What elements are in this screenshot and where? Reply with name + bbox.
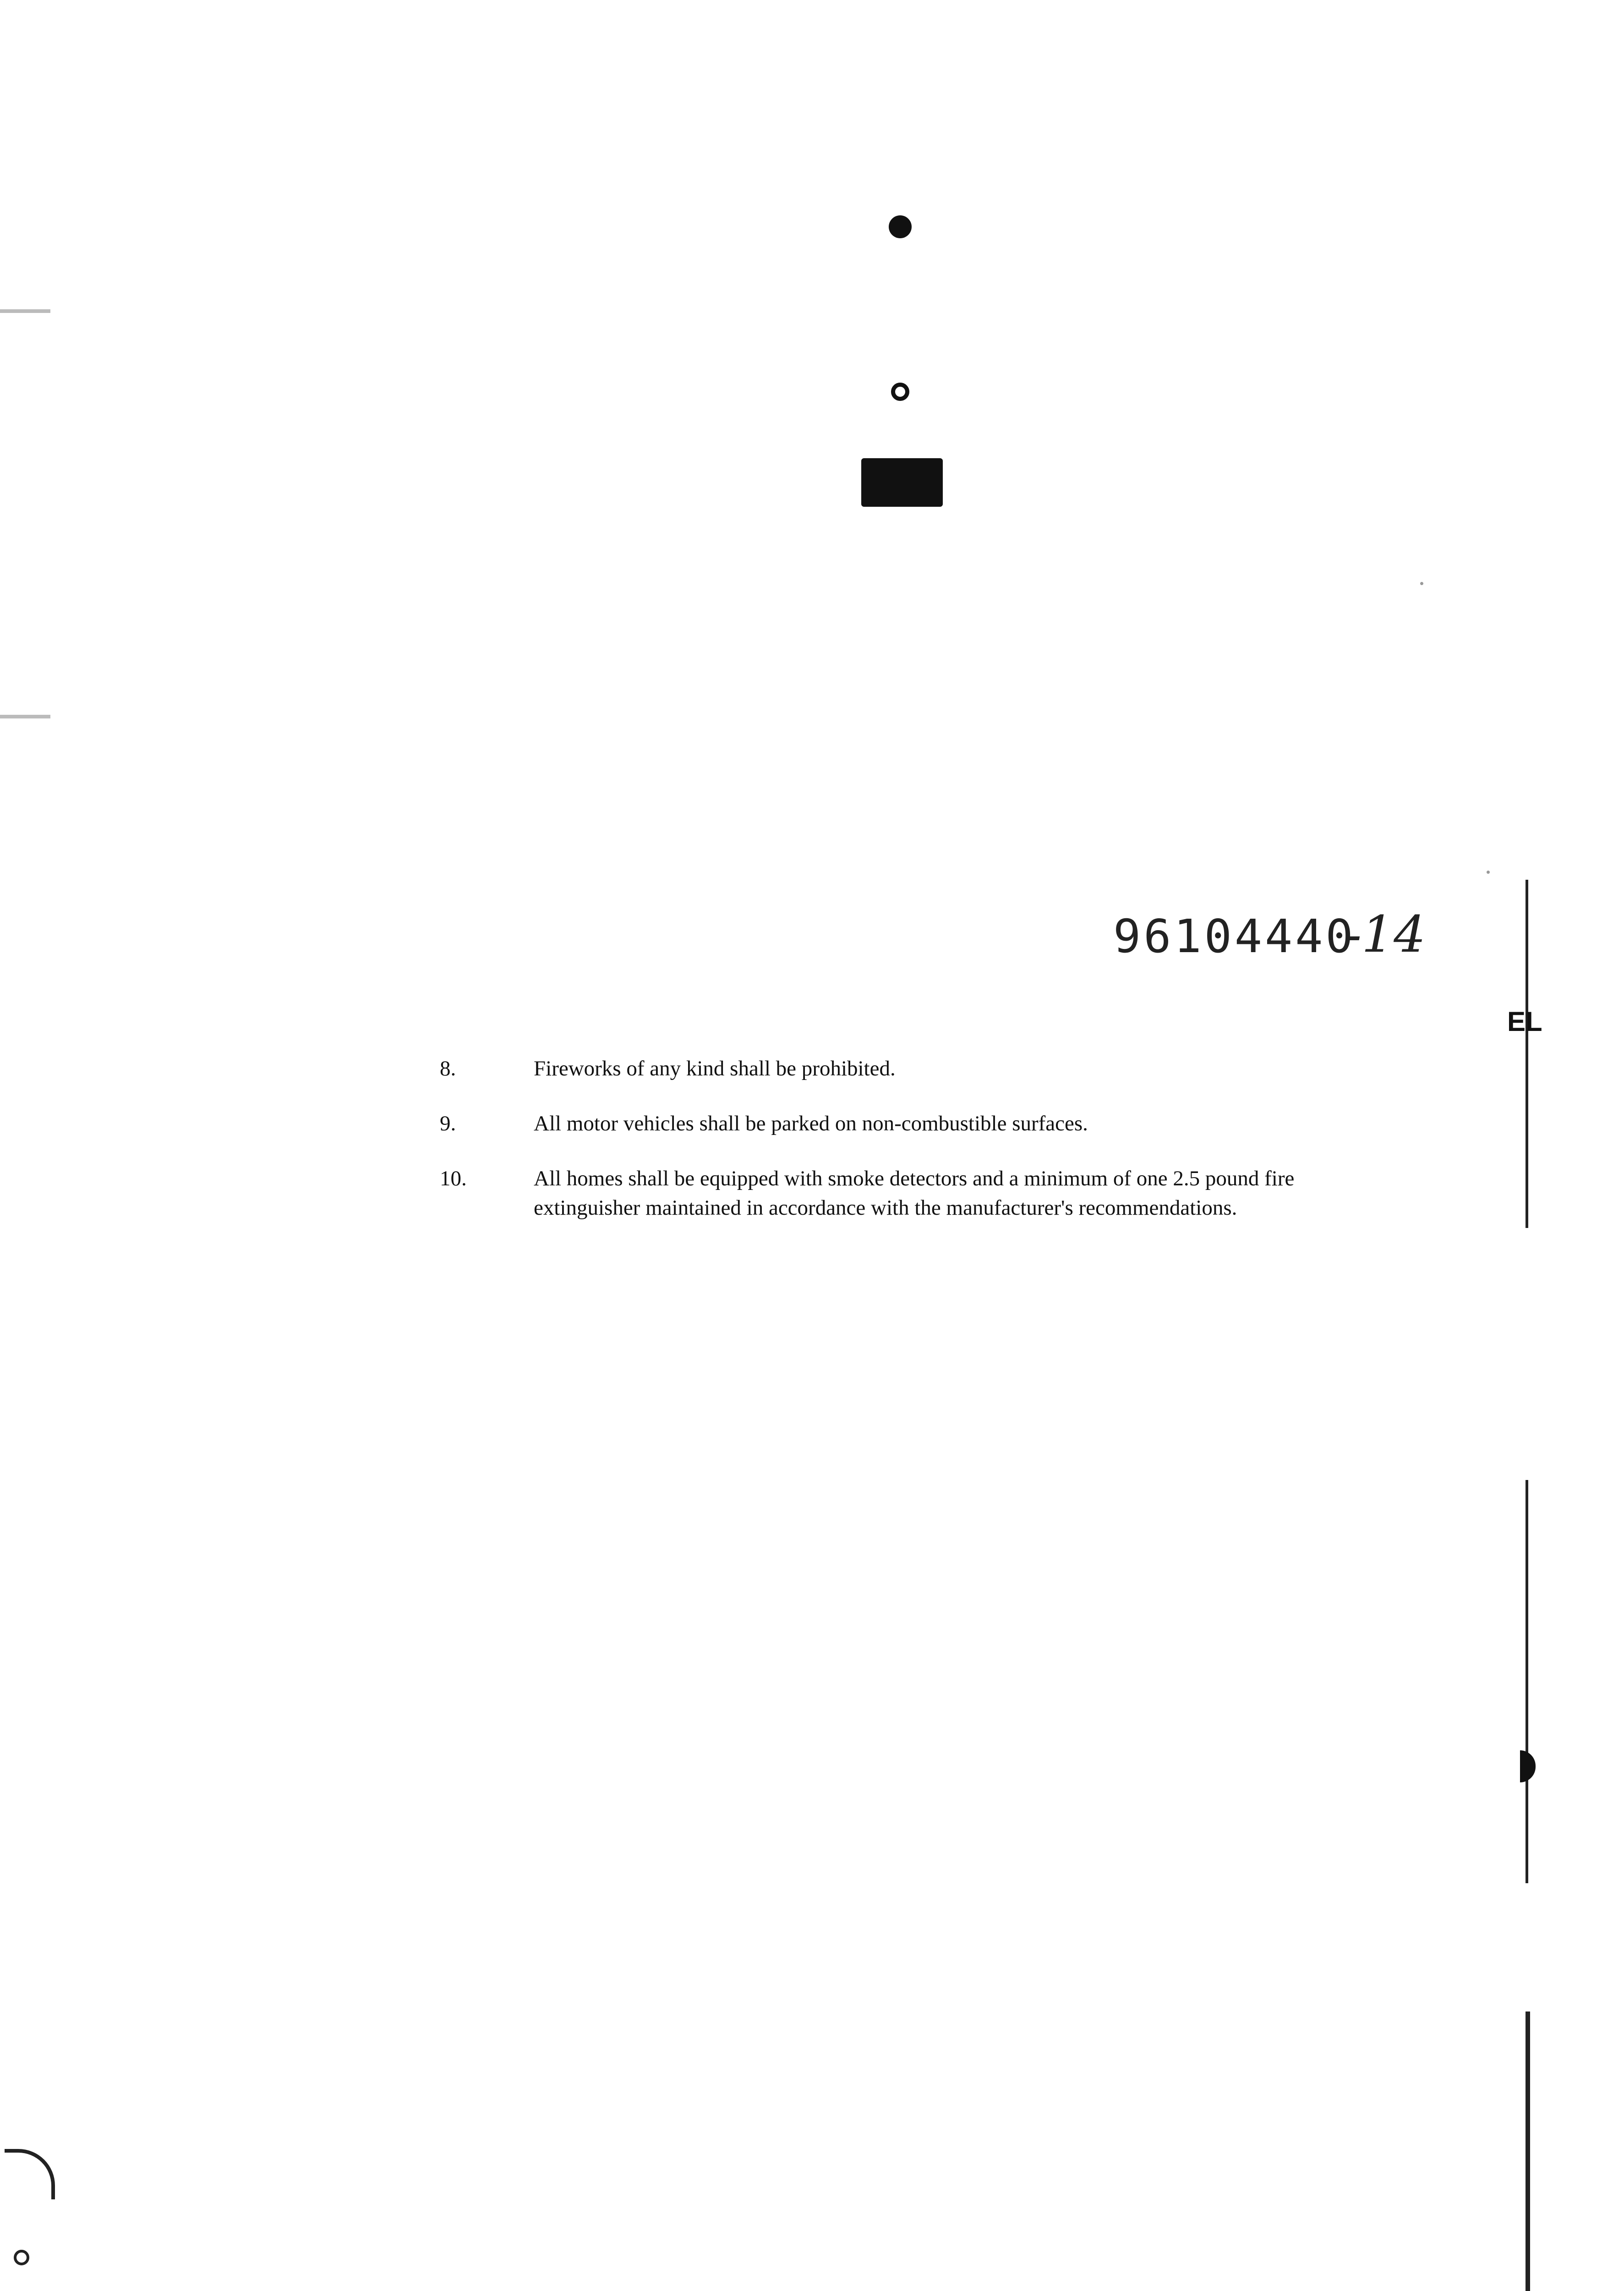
item-number: 8. [440, 1057, 456, 1080]
scan-smudge [0, 309, 50, 313]
conditions-list [440, 1054, 1356, 1248]
document-number-suffix: -14 [1345, 905, 1426, 964]
scan-speck [1487, 871, 1490, 874]
scan-black-tab [861, 458, 943, 507]
scan-speck [1420, 582, 1423, 585]
binding-line [1526, 880, 1528, 1228]
item-text: Fireworks of any kind shall be prohibited. [534, 1057, 896, 1080]
binding-blob [1520, 1750, 1536, 1782]
item-number: 9. [440, 1112, 456, 1135]
list-item [440, 1164, 1356, 1222]
binder-ring [14, 2250, 29, 2265]
list-item [440, 1109, 1356, 1138]
binder-bracket-top [5, 2149, 55, 2199]
item-text: All motor vehicles shall be parked on non-combustible surfaces. [534, 1112, 1088, 1135]
item-number: 10. [440, 1167, 467, 1190]
list-item [440, 1054, 1356, 1083]
document-number: 96104440 [1113, 910, 1356, 963]
binding-line [1526, 2011, 1530, 2291]
punch-hole [889, 215, 912, 238]
margin-mark: EL [1507, 1006, 1542, 1037]
binding-line [1526, 1480, 1528, 1883]
item-text: All homes shall be equipped with smoke detectors and a minimum of one 2.5 pound fire extinguisher maintained in accordance with the manufacturer's recommendations. [534, 1167, 1295, 1220]
punch-hole-ring [891, 383, 909, 401]
scan-smudge [0, 715, 50, 718]
